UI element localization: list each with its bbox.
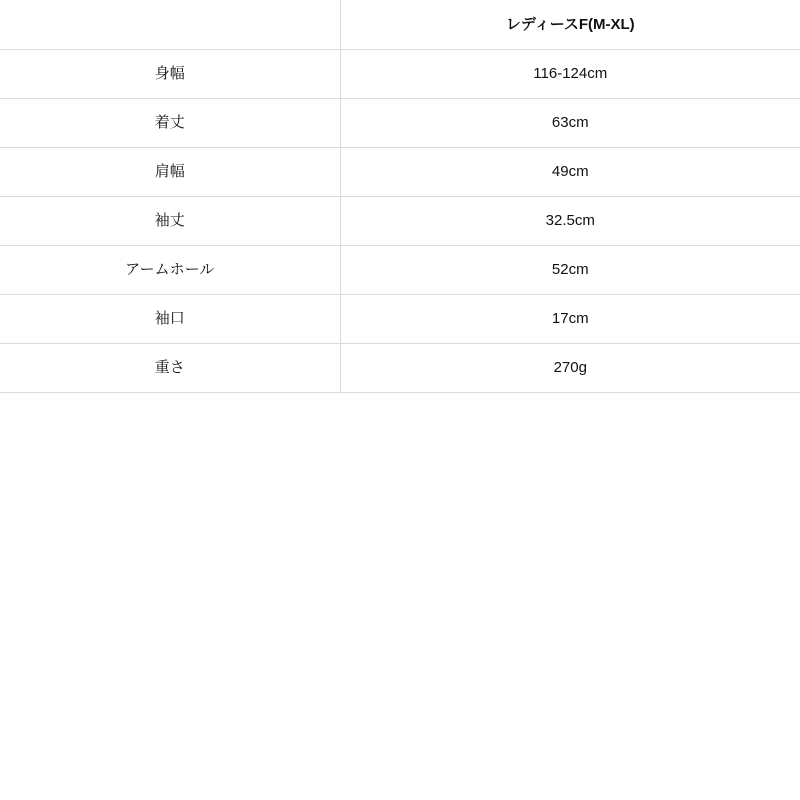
row-label-weight: 重さ <box>0 343 340 392</box>
row-label-sleeve-length: 袖丈 <box>0 196 340 245</box>
table-header <box>0 0 800 49</box>
row-value-weight: 270g <box>340 343 800 392</box>
row-value-length: 63cm <box>340 98 800 147</box>
table-header-row <box>0 0 800 49</box>
row-value-armhole: 52cm <box>340 245 800 294</box>
table-row <box>0 343 800 392</box>
size-table <box>0 0 800 393</box>
row-value-body-width: 116-124cm <box>340 49 800 98</box>
table-row <box>0 294 800 343</box>
row-value-shoulder-width: 49cm <box>340 147 800 196</box>
table-row <box>0 98 800 147</box>
table-corner-cell <box>0 0 340 49</box>
row-label-shoulder-width: 肩幅 <box>0 147 340 196</box>
row-label-armhole: アームホール <box>0 245 340 294</box>
table-row <box>0 147 800 196</box>
table-body <box>0 49 800 392</box>
row-value-cuff: 17cm <box>340 294 800 343</box>
row-label-length: 着丈 <box>0 98 340 147</box>
table-row <box>0 245 800 294</box>
row-label-body-width: 身幅 <box>0 49 340 98</box>
column-header-size: レディースF(M-XL) <box>340 0 800 49</box>
row-value-sleeve-length: 32.5cm <box>340 196 800 245</box>
table-row <box>0 196 800 245</box>
table-row <box>0 49 800 98</box>
row-label-cuff: 袖口 <box>0 294 340 343</box>
